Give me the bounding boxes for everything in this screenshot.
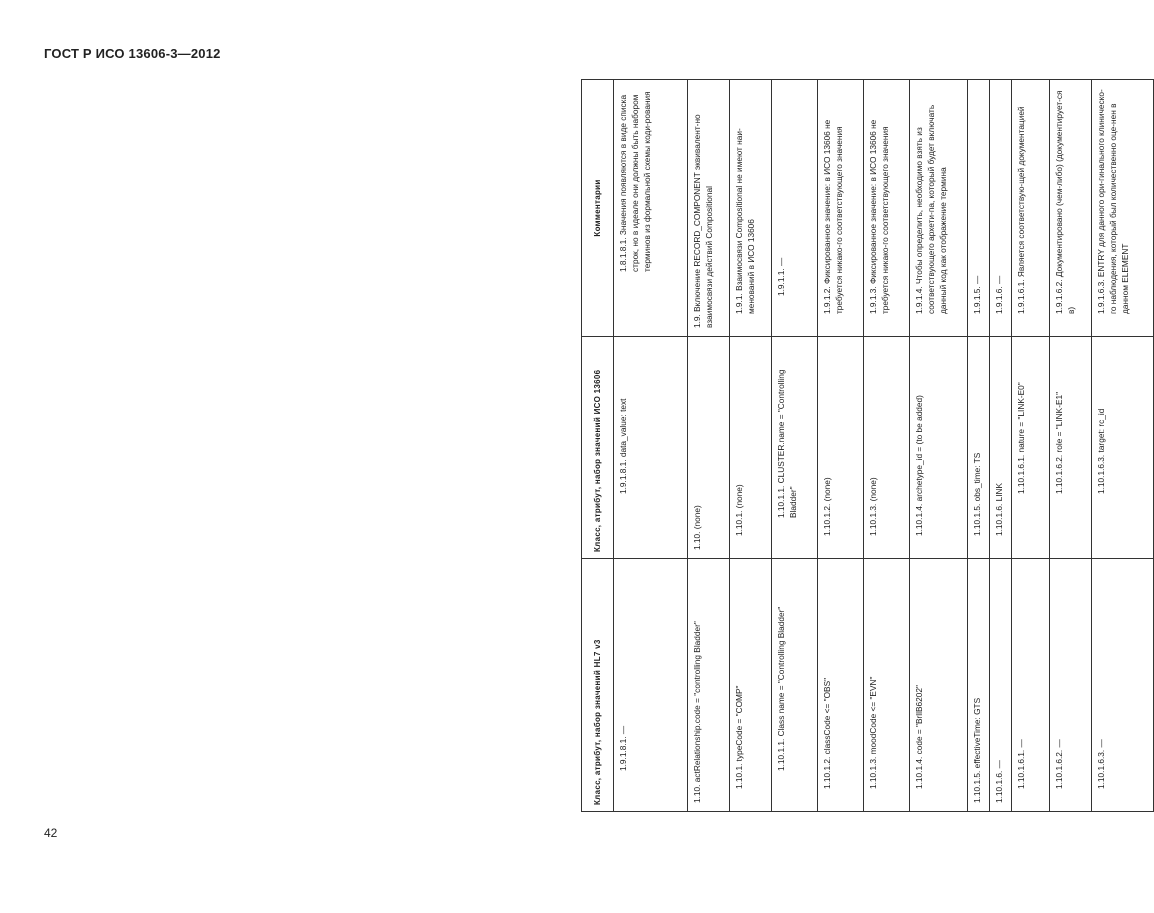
table-row <box>688 80 730 812</box>
comment-cell: 1.9.1.5. — <box>968 80 990 337</box>
iso-cell: 1.10.1.2. (none) <box>818 337 864 559</box>
page-header: ГОСТ Р ИСО 13606-3—2012 <box>44 46 221 61</box>
table-row <box>864 80 910 812</box>
iso-cell: 1.10.1.3. (none) <box>864 337 910 559</box>
table-header-row <box>582 80 614 812</box>
rotated-table-container <box>581 80 1130 812</box>
table-row <box>968 80 990 812</box>
comment-cell: 1.9.1. Взаимосвязи Compositional не имеют наи-менований в ИСО 13606 <box>730 80 772 337</box>
comment-cell: 1.9.1.6.1. Является соответствую-щей документацией <box>1012 80 1050 337</box>
mapping-table <box>581 79 1154 812</box>
header-comments: Комментарии <box>582 80 614 337</box>
iso-cell: 1.10.1.4. archetype_id = (to be added) <box>910 337 968 559</box>
comment-cell: 1.9.1.4. Чтобы определить, необходимо взять из соответствующего архети-па, который будет включать данный код как отображение термина <box>910 80 968 337</box>
header-hl7: Класс, атрибут, набор значений HL7 v3 <box>582 559 614 812</box>
iso-cell: 1.10.1.5. obs_time: TS <box>968 337 990 559</box>
comment-cell: 1.8.1.8.1. Значения появляются в виде списка строк, но в идеале они должны быть набором терминов из формальной схемы коди-рования <box>614 80 688 337</box>
comment-cell: 1.9.1.6.3. ENTRY для данного ори-гинального клиническо-го наблюдения, который был количественно оце-нен в данном ELEMENT <box>1092 80 1154 337</box>
hl7-cell: 1.9.1.8.1. — <box>614 559 688 812</box>
iso-cell: 1.10.1.6. LINK <box>990 337 1012 559</box>
iso-cell: 1.10. (none) <box>688 337 730 559</box>
table-row <box>614 80 688 812</box>
table-row <box>818 80 864 812</box>
hl7-cell: 1.10.1.5. effectiveTime: GTS <box>968 559 990 812</box>
hl7-cell: 1.10.1.4. code = "BrllB6202" <box>910 559 968 812</box>
table-row <box>1050 80 1092 812</box>
comment-cell: 1.9.1.3. Фиксированное значение: в ИСО 13606 не требуется никако-го соответствующего значения <box>864 80 910 337</box>
hl7-cell: 1.10.1.1. Class name = "Controlling Bladder" <box>772 559 818 812</box>
hl7-cell: 1.10.1. typeCode = "COMP" <box>730 559 772 812</box>
hl7-cell: 1.10.1.3. moodCode <= "EVN" <box>864 559 910 812</box>
hl7-cell: 1.10.1.6.1. — <box>1012 559 1050 812</box>
hl7-cell: 1.10.1.6.3. — <box>1092 559 1154 812</box>
hl7-cell: 1.10. actRelationship.code = "controlling Bladder" <box>688 559 730 812</box>
hl7-cell: 1.10.1.6. — <box>990 559 1012 812</box>
iso-cell: 1.10.1. (none) <box>730 337 772 559</box>
table-row <box>1092 80 1154 812</box>
table-row <box>990 80 1012 812</box>
table-row <box>772 80 818 812</box>
iso-cell: 1.10.1.6.3. target: rc_id <box>1092 337 1154 559</box>
header-iso: Класс, атрибут, набор значений ИСО 13606 <box>582 337 614 559</box>
iso-cell: 1.10.1.6.2. role = "LINK-E1" <box>1050 337 1092 559</box>
comment-cell: 1.9. Включение RECORD_COMPONENT эквивалент-но взаимосвязи действий Compositional <box>688 80 730 337</box>
comment-cell: 1.9.1.6.2. Документировано (чем-либо) (документирует-ся в) <box>1050 80 1092 337</box>
hl7-cell: 1.10.1.6.2. — <box>1050 559 1092 812</box>
hl7-cell: 1.10.1.2. classCode <= "OBS" <box>818 559 864 812</box>
comment-cell: 1.9.1.1. — <box>772 80 818 337</box>
page-number: 42 <box>44 826 58 840</box>
comment-cell: 1.9.1.6. — <box>990 80 1012 337</box>
iso-cell: 1.10.1.6.1. nature = "LINK-E0" <box>1012 337 1050 559</box>
iso-cell: 1.9.1.8.1. data_value: text <box>614 337 688 559</box>
iso-cell: 1.10.1.1. CLUSTER.name = "Controlling Bladder" <box>772 337 818 559</box>
table-row <box>730 80 772 812</box>
table-row <box>1012 80 1050 812</box>
comment-cell: 1.9.1.2. Фиксированное значение: в ИСО 13606 не требуется никако-го соответствующего значения <box>818 80 864 337</box>
table-row <box>910 80 968 812</box>
